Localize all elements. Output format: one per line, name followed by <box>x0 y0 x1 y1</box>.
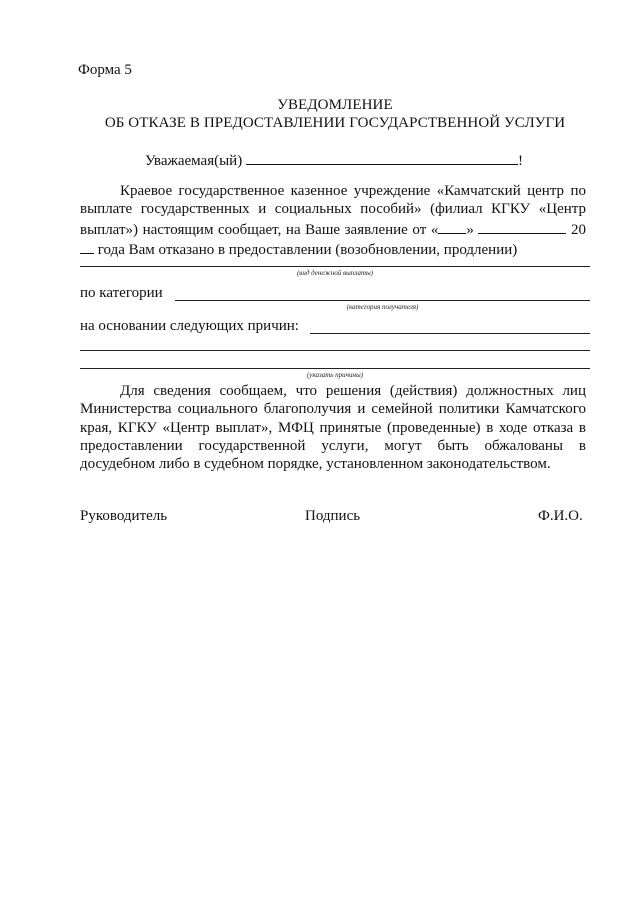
reasons-line-2 <box>80 350 590 351</box>
date-day-blank <box>438 219 466 234</box>
reasons-line-3 <box>80 368 590 369</box>
signature-head: Руководитель <box>80 508 168 524</box>
greeting-line <box>145 150 523 170</box>
appeal-paragraph: Для сведения сообщаем, что решения (действия) должностных лиц Министерства социального благополучия и семейной политики Камчатского края, КГКУ «Центр выплат», МФЦ принятые (проведенные) в ходе отказа в предоставлении государственной услуги, могут быть обжалованы в досудебном либо в судебном порядке, установленном законодательством. <box>80 383 586 473</box>
reasons-line-1 <box>310 333 590 334</box>
signature-name: Ф.И.О. <box>538 508 583 524</box>
document-title: УВЕДОМЛЕНИЕ <box>277 97 393 113</box>
notice-paragraph <box>80 182 586 259</box>
date-month-blank <box>478 219 566 234</box>
notice-text-b: » <box>466 221 479 238</box>
document-subtitle: ОБ ОТКАЗЕ В ПРЕДОСТАВЛЕНИИ ГОСУДАРСТВЕННОЙ УСЛУГИ <box>104 115 566 131</box>
greeting-prefix: Уважаемая(ый) <box>145 153 243 169</box>
category-line <box>175 300 590 301</box>
greeting-suffix: ! <box>517 153 523 169</box>
reasons-caption: (указать причины) <box>306 371 364 379</box>
signature-sign: Подпись <box>305 508 361 524</box>
form-number: Форма 5 <box>78 62 132 78</box>
category-caption: (категория получателя) <box>346 303 419 311</box>
date-year-blank <box>80 239 94 254</box>
payment-type-caption: (вид денежной выплаты) <box>296 269 374 277</box>
reasons-label: на основании следующих причин: <box>80 318 299 334</box>
notice-text-a: Краевое государственное казенное учреждение «Камчатский центр по выплате государственных и социальных пособий» (филиал КГКУ «Центр выплат») настоящим сообщает, на Ваше заявление от « <box>80 183 586 238</box>
payment-type-line <box>80 266 590 267</box>
notice-text-c: 20 <box>566 221 586 238</box>
notice-text-d: года Вам отказано в предоставлении (возобновлении, продлении) <box>94 241 518 258</box>
recipient-name-blank <box>246 150 518 165</box>
category-label: по категории <box>80 285 163 301</box>
